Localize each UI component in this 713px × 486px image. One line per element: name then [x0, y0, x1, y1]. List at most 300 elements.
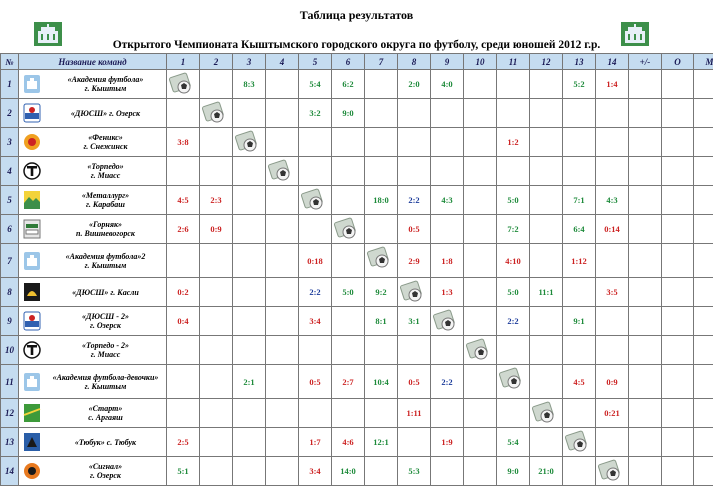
ball-icon: [596, 457, 629, 486]
row-number: 11: [1, 365, 19, 399]
score-cell: [266, 278, 299, 307]
score-cell: [530, 215, 563, 244]
place-cell: [694, 365, 713, 399]
points-cell: [662, 365, 694, 399]
score-cell: [431, 157, 464, 186]
score-cell: 9:1: [563, 307, 596, 336]
ball-icon: [563, 428, 596, 457]
score-cell: [497, 99, 530, 128]
place-cell: [694, 336, 713, 365]
score-cell: 3:4: [299, 457, 332, 486]
score-cell: [332, 307, 365, 336]
score-cell: 12:1: [365, 428, 398, 457]
score-cell: 1:11: [398, 399, 431, 428]
team-city: г. Миасс: [45, 350, 166, 359]
team-cell: [19, 99, 167, 128]
diff-cell: [629, 428, 662, 457]
score-cell: [200, 307, 233, 336]
score-cell: [464, 365, 497, 399]
team-name: «Старт»: [45, 404, 166, 413]
team-city: г. Озерск: [45, 471, 166, 480]
score-cell: [365, 457, 398, 486]
ozersk-emblem-icon: [19, 103, 45, 123]
score-cell: [464, 128, 497, 157]
team-cell: [19, 186, 167, 215]
place-cell: [694, 244, 713, 278]
team-name: «Академия футбола»2: [45, 252, 166, 261]
ball-icon: [167, 70, 200, 99]
points-cell: [662, 457, 694, 486]
kyshtym-emblem-icon: [19, 74, 45, 94]
argayash-emblem-icon: [19, 403, 45, 423]
points-cell: [662, 128, 694, 157]
score-cell: 5:1: [167, 457, 200, 486]
score-cell: 6:2: [332, 70, 365, 99]
team-name: «Академия футбола-девочки»: [45, 373, 166, 382]
points-cell: [662, 70, 694, 99]
diff-cell: [629, 215, 662, 244]
ball-icon: [398, 278, 431, 307]
place-cell: [694, 399, 713, 428]
score-cell: 0:4: [167, 307, 200, 336]
header-col: 3: [233, 54, 266, 70]
score-cell: 1:3: [431, 278, 464, 307]
signal-emblem-icon: [19, 461, 45, 481]
header-col: 13: [563, 54, 596, 70]
score-cell: [431, 457, 464, 486]
table-row: [1, 157, 713, 186]
score-cell: [233, 244, 266, 278]
score-cell: [596, 336, 629, 365]
row-number: 1: [1, 70, 19, 99]
table-row: [1, 365, 713, 399]
score-cell: [464, 399, 497, 428]
place-cell: [694, 128, 713, 157]
score-cell: [167, 399, 200, 428]
header-col: 1: [167, 54, 200, 70]
score-cell: [596, 157, 629, 186]
score-cell: [233, 457, 266, 486]
team-name: «Металлург»: [45, 191, 166, 200]
score-cell: [266, 70, 299, 99]
score-cell: [596, 99, 629, 128]
points-cell: [662, 307, 694, 336]
row-number: 12: [1, 399, 19, 428]
team-city: п. Вишневогорск: [45, 229, 166, 238]
score-cell: [398, 157, 431, 186]
torpedo-emblem-icon: [19, 161, 45, 181]
header-col: 9: [431, 54, 464, 70]
score-cell: [464, 99, 497, 128]
score-cell: [530, 128, 563, 157]
diff-cell: [629, 278, 662, 307]
team-name: «Торпедо»: [45, 162, 166, 171]
score-cell: [200, 457, 233, 486]
table-row: [1, 307, 713, 336]
points-cell: [662, 399, 694, 428]
score-cell: [266, 244, 299, 278]
ball-icon: [431, 307, 464, 336]
page-subtitle: Открытого Чемпионата Кыштымского городского округа по футболу, среди юношей 2012 г.р.: [0, 39, 713, 51]
score-cell: [332, 399, 365, 428]
score-cell: [167, 244, 200, 278]
ball-icon: [365, 244, 398, 278]
place-cell: [694, 186, 713, 215]
score-cell: 0:9: [596, 365, 629, 399]
team-cell: [19, 399, 167, 428]
team-city: с. Аргаяш: [45, 413, 166, 422]
score-cell: 4:0: [431, 70, 464, 99]
score-cell: 10:4: [365, 365, 398, 399]
score-cell: [266, 307, 299, 336]
team-cell: [19, 244, 167, 278]
team-name: «ДЮСШ - 2»: [45, 312, 166, 321]
score-cell: [563, 399, 596, 428]
score-cell: [167, 336, 200, 365]
row-number: 10: [1, 336, 19, 365]
score-cell: [530, 365, 563, 399]
score-cell: [464, 278, 497, 307]
score-cell: 0:18: [299, 244, 332, 278]
team-city: г. Озерск: [45, 321, 166, 330]
score-cell: 8:1: [365, 307, 398, 336]
score-cell: 11:1: [530, 278, 563, 307]
ball-icon: [530, 399, 563, 428]
score-cell: [200, 428, 233, 457]
ball-icon: [497, 365, 530, 399]
points-cell: [662, 244, 694, 278]
diff-cell: [629, 336, 662, 365]
score-cell: 3:5: [596, 278, 629, 307]
score-cell: [563, 157, 596, 186]
row-number: 2: [1, 99, 19, 128]
score-cell: 0:2: [167, 278, 200, 307]
score-cell: 1:12: [563, 244, 596, 278]
score-cell: [332, 244, 365, 278]
place-cell: [694, 157, 713, 186]
score-cell: 2:2: [431, 365, 464, 399]
score-cell: [167, 157, 200, 186]
score-cell: [200, 278, 233, 307]
team-name: «Академия футбола»: [45, 75, 166, 84]
score-cell: [266, 365, 299, 399]
score-cell: 0:5: [299, 365, 332, 399]
score-cell: 14:0: [332, 457, 365, 486]
score-cell: [530, 157, 563, 186]
header-num: №: [1, 54, 19, 70]
score-cell: [530, 70, 563, 99]
score-cell: [530, 428, 563, 457]
score-cell: [233, 399, 266, 428]
place-cell: [694, 215, 713, 244]
header-col: 8: [398, 54, 431, 70]
score-cell: [596, 244, 629, 278]
score-cell: 5:3: [398, 457, 431, 486]
score-cell: 5:2: [563, 70, 596, 99]
score-cell: [200, 244, 233, 278]
score-cell: [596, 128, 629, 157]
team-cell: [19, 278, 167, 307]
score-cell: 1:8: [431, 244, 464, 278]
score-cell: 5:0: [332, 278, 365, 307]
score-cell: [530, 336, 563, 365]
score-cell: [266, 457, 299, 486]
score-cell: [167, 365, 200, 399]
score-cell: 4:5: [563, 365, 596, 399]
row-number: 3: [1, 128, 19, 157]
score-cell: [266, 215, 299, 244]
team-cell: [19, 365, 167, 399]
score-cell: [530, 99, 563, 128]
score-cell: [233, 157, 266, 186]
page-title: Таблица результатов: [0, 8, 713, 23]
score-cell: [266, 186, 299, 215]
diff-cell: [629, 99, 662, 128]
score-cell: 1:9: [431, 428, 464, 457]
phoenix-emblem-icon: [19, 132, 45, 152]
score-cell: [398, 128, 431, 157]
team-cell: [19, 157, 167, 186]
karabash-emblem-icon: [19, 190, 45, 210]
score-cell: [266, 128, 299, 157]
score-cell: 1:7: [299, 428, 332, 457]
ball-icon: [299, 186, 332, 215]
score-cell: [431, 128, 464, 157]
vishnevogorsk-emblem-icon: [19, 219, 45, 239]
score-cell: [233, 428, 266, 457]
score-cell: 3:2: [299, 99, 332, 128]
ball-icon: [464, 336, 497, 365]
score-cell: 5:0: [497, 278, 530, 307]
score-cell: [332, 157, 365, 186]
header-col: 10: [464, 54, 497, 70]
score-cell: [530, 186, 563, 215]
score-cell: [365, 336, 398, 365]
header-col: 5: [299, 54, 332, 70]
table-row: [1, 186, 713, 215]
score-cell: [233, 186, 266, 215]
kyshtym-emblem-icon: [19, 251, 45, 271]
score-cell: [563, 457, 596, 486]
score-cell: [233, 278, 266, 307]
score-cell: [200, 70, 233, 99]
points-cell: [662, 428, 694, 457]
score-cell: [365, 128, 398, 157]
score-cell: 0:9: [200, 215, 233, 244]
score-cell: [464, 186, 497, 215]
score-cell: [530, 244, 563, 278]
row-number: 5: [1, 186, 19, 215]
score-cell: 4:3: [431, 186, 464, 215]
points-cell: [662, 157, 694, 186]
team-cell: [19, 215, 167, 244]
score-cell: [464, 457, 497, 486]
diff-cell: [629, 307, 662, 336]
team-cell: [19, 307, 167, 336]
team-cell: [19, 428, 167, 457]
header-col: 12: [530, 54, 563, 70]
score-cell: [464, 307, 497, 336]
place-cell: [694, 278, 713, 307]
score-cell: [365, 399, 398, 428]
tyubuk-emblem-icon: [19, 432, 45, 452]
score-cell: 9:2: [365, 278, 398, 307]
score-cell: 9:0: [497, 457, 530, 486]
table-row: [1, 244, 713, 278]
diff-cell: [629, 128, 662, 157]
ball-icon: [200, 99, 233, 128]
team-name: «Тюбук» с. Тюбук: [45, 438, 166, 447]
score-cell: [233, 215, 266, 244]
table-row: [1, 399, 713, 428]
table-row: [1, 428, 713, 457]
score-cell: 0:5: [398, 215, 431, 244]
team-name: «Торпедо - 2»: [45, 341, 166, 350]
score-cell: [596, 428, 629, 457]
score-cell: [365, 215, 398, 244]
score-cell: [299, 399, 332, 428]
score-cell: [464, 70, 497, 99]
team-cell: [19, 336, 167, 365]
team-city: г. Миасс: [45, 171, 166, 180]
score-cell: 0:14: [596, 215, 629, 244]
score-cell: [563, 278, 596, 307]
row-number: 13: [1, 428, 19, 457]
score-cell: [398, 336, 431, 365]
score-cell: [365, 157, 398, 186]
score-cell: [332, 336, 365, 365]
row-number: 6: [1, 215, 19, 244]
diff-cell: [629, 157, 662, 186]
score-cell: [365, 70, 398, 99]
score-cell: [200, 399, 233, 428]
score-cell: [464, 428, 497, 457]
team-city: г. Карабаш: [45, 200, 166, 209]
header-place: М: [694, 54, 713, 70]
score-cell: [332, 186, 365, 215]
score-cell: 2:1: [233, 365, 266, 399]
diff-cell: [629, 186, 662, 215]
team-name: «Феникс»: [45, 133, 166, 142]
score-cell: 4:5: [167, 186, 200, 215]
score-cell: [431, 99, 464, 128]
points-cell: [662, 99, 694, 128]
team-city: г. Кыштым: [45, 382, 166, 391]
score-cell: 5:4: [299, 70, 332, 99]
score-cell: [266, 99, 299, 128]
score-cell: 3:8: [167, 128, 200, 157]
kasli-emblem-icon: [19, 282, 45, 302]
team-city: г. Кыштым: [45, 84, 166, 93]
score-cell: [266, 428, 299, 457]
score-cell: 5:0: [497, 186, 530, 215]
team-cell: [19, 70, 167, 99]
score-cell: 2:3: [200, 186, 233, 215]
header-col: 7: [365, 54, 398, 70]
team-name: «ДЮСШ» г. Озерск: [45, 109, 166, 118]
place-cell: [694, 428, 713, 457]
row-number: 4: [1, 157, 19, 186]
team-name: «Горняк»: [45, 220, 166, 229]
score-cell: [299, 157, 332, 186]
team-city: г. Кыштым: [45, 261, 166, 270]
score-cell: 4:10: [497, 244, 530, 278]
score-cell: [530, 307, 563, 336]
points-cell: [662, 278, 694, 307]
score-cell: 0:5: [398, 365, 431, 399]
score-cell: [299, 336, 332, 365]
header-col: 11: [497, 54, 530, 70]
place-cell: [694, 457, 713, 486]
score-cell: 1:4: [596, 70, 629, 99]
score-cell: [200, 365, 233, 399]
score-cell: [266, 399, 299, 428]
score-cell: 9:0: [332, 99, 365, 128]
score-cell: [266, 336, 299, 365]
ball-icon: [233, 128, 266, 157]
place-cell: [694, 307, 713, 336]
diff-cell: [629, 70, 662, 99]
table-row: [1, 99, 713, 128]
score-cell: 3:1: [398, 307, 431, 336]
score-cell: [200, 157, 233, 186]
header-row: [1, 54, 713, 70]
points-cell: [662, 186, 694, 215]
score-cell: [464, 215, 497, 244]
table-row: [1, 278, 713, 307]
score-cell: [167, 99, 200, 128]
score-cell: [497, 399, 530, 428]
score-cell: 5:4: [497, 428, 530, 457]
score-cell: [497, 336, 530, 365]
score-cell: [497, 70, 530, 99]
ozersk-emblem-icon: [19, 311, 45, 331]
header-diff: +/-: [629, 54, 662, 70]
score-cell: [497, 157, 530, 186]
team-city: г. Снежинск: [45, 142, 166, 151]
table-row: [1, 336, 713, 365]
place-cell: [694, 99, 713, 128]
score-cell: 4:6: [332, 428, 365, 457]
place-cell: [694, 70, 713, 99]
score-cell: 2:5: [167, 428, 200, 457]
row-number: 9: [1, 307, 19, 336]
score-cell: 2:9: [398, 244, 431, 278]
diff-cell: [629, 457, 662, 486]
diff-cell: [629, 399, 662, 428]
score-cell: [200, 336, 233, 365]
table-row: [1, 215, 713, 244]
score-cell: 6:4: [563, 215, 596, 244]
score-cell: 2:2: [497, 307, 530, 336]
score-cell: [398, 99, 431, 128]
score-cell: 7:1: [563, 186, 596, 215]
header-col: 2: [200, 54, 233, 70]
score-cell: 2:0: [398, 70, 431, 99]
diff-cell: [629, 365, 662, 399]
ball-icon: [332, 215, 365, 244]
diff-cell: [629, 244, 662, 278]
score-cell: [464, 157, 497, 186]
score-cell: [299, 215, 332, 244]
row-number: 8: [1, 278, 19, 307]
header-points: О: [662, 54, 694, 70]
score-cell: [233, 99, 266, 128]
score-cell: [332, 128, 365, 157]
score-cell: 8:3: [233, 70, 266, 99]
torpedo-emblem-icon: [19, 340, 45, 360]
score-cell: 2:2: [299, 278, 332, 307]
